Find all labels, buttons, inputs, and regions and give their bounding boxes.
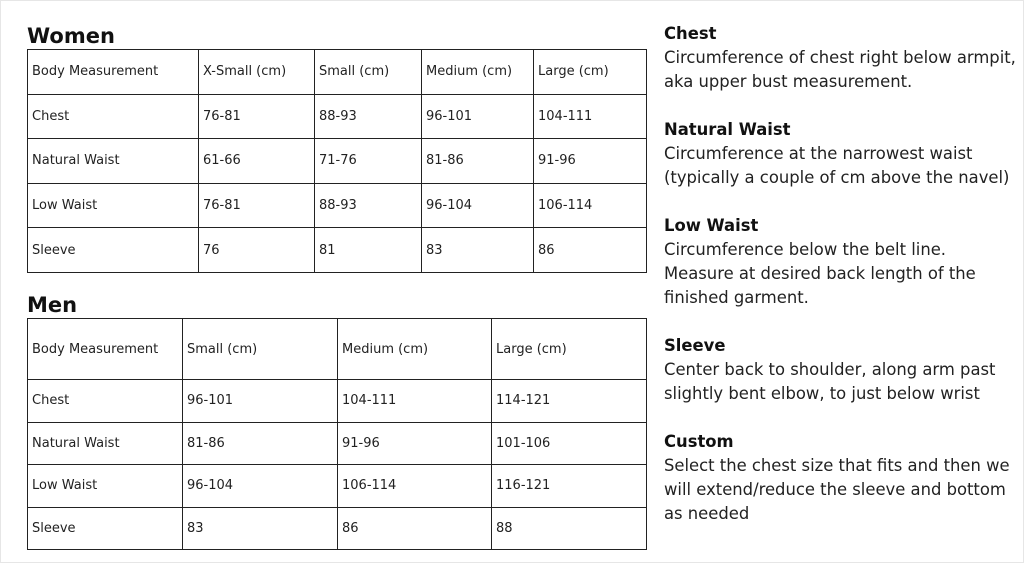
definition-sleeve	[664, 334, 1019, 406]
table-cell: 104-111	[534, 94, 647, 139]
table-cell: 96-104	[183, 465, 338, 508]
table-cell: 106-114	[338, 465, 492, 508]
row-label: Sleeve	[28, 228, 199, 273]
table-cell: 96-104	[422, 183, 534, 228]
row-label: Natural Waist	[28, 422, 183, 465]
table-cell: 106-114	[534, 183, 647, 228]
definition-text: Select the chest size that fits and then we will extend/reduce the sleeve and bottom as needed	[664, 456, 1010, 523]
table-row	[28, 422, 647, 465]
table-cell: 81-86	[422, 139, 534, 184]
column-header: Large (cm)	[492, 319, 647, 380]
table-cell: 104-111	[338, 380, 492, 423]
column-header: Medium (cm)	[338, 319, 492, 380]
table-cell: 83	[422, 228, 534, 273]
row-label: Chest	[28, 380, 183, 423]
table-cell: 81	[315, 228, 422, 273]
definition-term: Sleeve	[664, 336, 726, 355]
definition-text: Center back to shoulder, along arm past slightly bent elbow, to just below wrist	[664, 360, 996, 403]
definition-term: Chest	[664, 24, 717, 43]
table-row	[28, 139, 647, 184]
row-label: Low Waist	[28, 183, 199, 228]
table-cell: 96-101	[183, 380, 338, 423]
row-label: Low Waist	[28, 465, 183, 508]
table-cell: 76-81	[199, 183, 315, 228]
row-label: Chest	[28, 94, 199, 139]
table-row	[28, 465, 647, 508]
definition-term: Natural Waist	[664, 120, 791, 139]
men-size-table	[27, 318, 647, 550]
table-cell: 91-96	[534, 139, 647, 184]
table-cell: 91-96	[338, 422, 492, 465]
table-cell: 96-101	[422, 94, 534, 139]
table-row	[28, 507, 647, 550]
definition-term: Custom	[664, 432, 734, 451]
table-cell: 71-76	[315, 139, 422, 184]
table-cell: 83	[183, 507, 338, 550]
women-size-table	[27, 49, 647, 273]
table-cell: 88-93	[315, 94, 422, 139]
table-cell: 88	[492, 507, 647, 550]
table-row	[28, 228, 647, 273]
definition-custom	[664, 430, 1019, 526]
table-cell: 76-81	[199, 94, 315, 139]
definition-term: Low Waist	[664, 216, 759, 235]
table-cell: 86	[338, 507, 492, 550]
row-label: Natural Waist	[28, 139, 199, 184]
table-cell: 86	[534, 228, 647, 273]
table-cell: 61-66	[199, 139, 315, 184]
definition-text: Circumference below the belt line. Measure at desired back length of the finished garment.	[664, 240, 976, 307]
table-cell: 116-121	[492, 465, 647, 508]
table-cell: 114-121	[492, 380, 647, 423]
table-row	[28, 183, 647, 228]
column-header: Small (cm)	[315, 50, 422, 95]
table-header-row	[28, 50, 647, 95]
table-cell: 101-106	[492, 422, 647, 465]
definition-text: Circumference of chest right below armpit, aka upper bust measurement.	[664, 48, 1016, 91]
table-cell: 88-93	[315, 183, 422, 228]
definition-text: Circumference at the narrowest waist (typically a couple of cm above the navel)	[664, 144, 1010, 187]
column-header: Body Measurement	[28, 50, 199, 95]
definition-natural-waist	[664, 118, 1019, 190]
column-header: X-Small (cm)	[199, 50, 315, 95]
table-cell: 81-86	[183, 422, 338, 465]
column-header: Body Measurement	[28, 319, 183, 380]
men-title: Men	[27, 293, 78, 317]
column-header: Large (cm)	[534, 50, 647, 95]
row-label: Sleeve	[28, 507, 183, 550]
table-header-row	[28, 319, 647, 380]
column-header: Small (cm)	[183, 319, 338, 380]
table-cell: 76	[199, 228, 315, 273]
column-header: Medium (cm)	[422, 50, 534, 95]
definition-low-waist	[664, 214, 1019, 310]
definition-chest	[664, 22, 1019, 94]
measurement-definitions	[664, 22, 1019, 550]
table-row	[28, 380, 647, 423]
women-title: Women	[27, 24, 115, 48]
table-row	[28, 94, 647, 139]
